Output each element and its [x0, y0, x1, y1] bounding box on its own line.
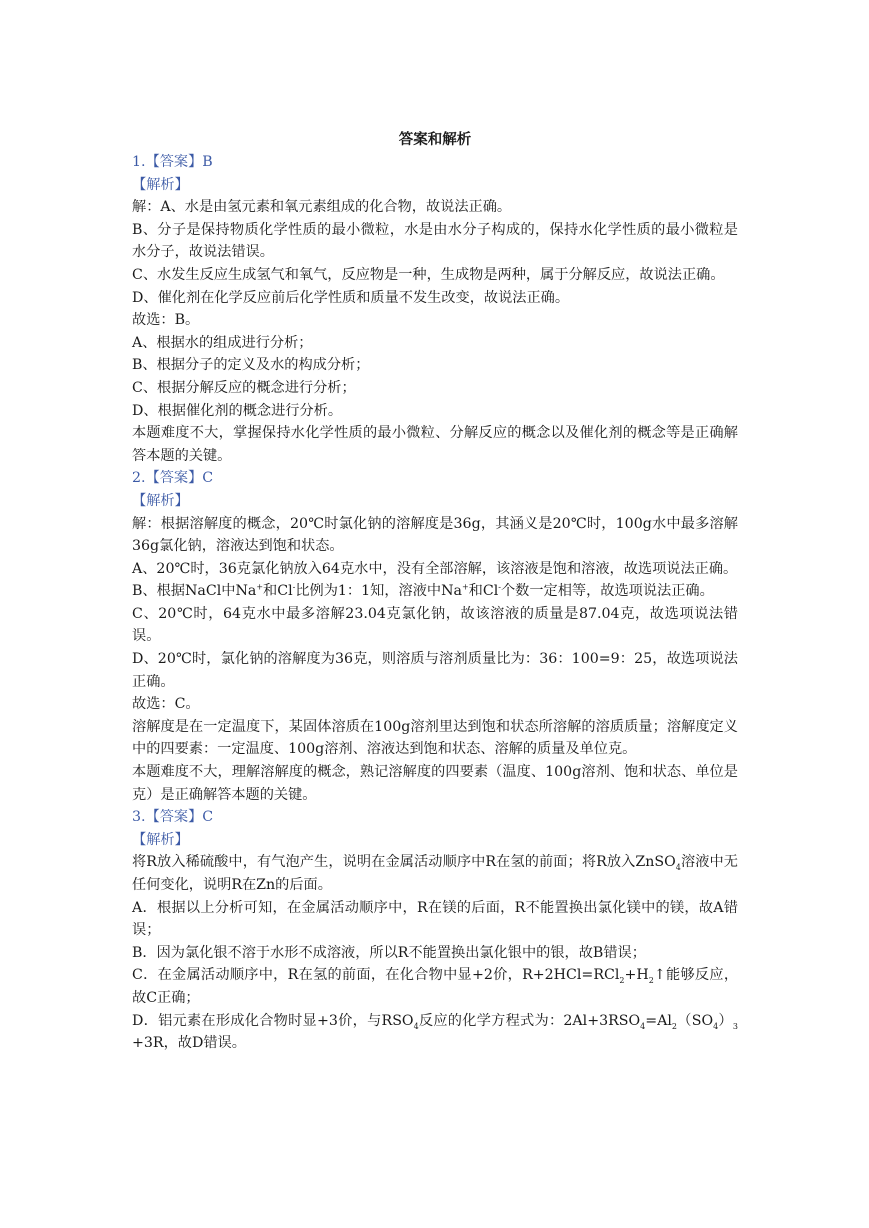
q1-line: B、分子是保持物质化学性质的最小微粒，水是由水分子构成的，保持水化学性质的最小微粒是水分子，故说法错误。: [132, 221, 738, 261]
q2-line: 故选：C。: [132, 696, 200, 713]
text-run: ↑能够反应，故C正确；: [132, 967, 739, 1006]
superscript: +: [461, 582, 469, 592]
subscript: 4: [640, 1021, 646, 1031]
superscript: +: [256, 582, 264, 592]
text-run: （SO: [677, 1012, 714, 1029]
q1-line: C、水发生反应生成氢气和氧气，反应物是一种，生成物是两种，属于分解反应，故说法正确。: [132, 266, 725, 283]
subscript: 4: [713, 1021, 719, 1031]
text-run: +3R，故D错误。: [132, 1035, 246, 1052]
q1-line: C、根据分解反应的概念进行分析；: [132, 379, 356, 396]
question-2-section: [132, 467, 738, 806]
text-run: ）: [718, 1012, 733, 1029]
text-run: +H: [624, 967, 649, 984]
q2-line-ions: [132, 580, 738, 603]
q3-line: [132, 964, 738, 1009]
q3-line: [132, 1010, 738, 1055]
q2-line: 溶解度是在一定温度下，某固体溶质在100g溶剂里达到饱和状态所溶解的溶质质量；溶解度定义中的四要素：一定温度、100g溶剂、溶液达到饱和状态、溶解的质量及单位克。: [132, 718, 738, 758]
q2-line: D、20℃时，氯化钠的溶解度为36克，则溶质与溶剂质量比为：36：100=9：25，故选项说法正确。: [132, 651, 738, 690]
subscript: 2: [671, 1021, 678, 1031]
q1-analysis-label: 【解析】: [132, 176, 189, 193]
text-run: C．在金属活动顺序中，R在氢的前面，在化合物中显+2价，R+2HCl=RCl: [132, 967, 620, 984]
q3-answer-line: 3.【答案】C: [132, 809, 214, 826]
text-run: 将R放入稀硫酸中，有气泡产生，说明在金属活动顺序中R在氢的前面；将R放入ZnSO: [132, 854, 676, 871]
text-run: B、根据NaCl中Na: [132, 583, 257, 600]
subscript: 2: [648, 976, 654, 986]
text-run: 和Cl: [263, 583, 293, 600]
text-run: 比例为1：1知，溶液中Na: [295, 583, 462, 600]
text-run: 溶液中无任何变化，说明R在Zn的后面。: [132, 854, 738, 893]
q1-answer-line: 1.【答案】B: [132, 154, 213, 170]
q3-line: A．根据以上分析可知，在金属活动顺序中，R在镁的后面，R不能置换出氯化镁中的镁，故A错误；: [132, 899, 738, 939]
superscript: -: [498, 582, 501, 592]
subscript: 3: [732, 1021, 738, 1031]
q2-analysis-label: 【解析】: [132, 492, 189, 509]
answer-document: [132, 130, 738, 1055]
q2-answer-line: 2.【答案】C: [132, 470, 214, 487]
question-3-section: [132, 806, 738, 1055]
q3-analysis-label: 【解析】: [132, 831, 189, 848]
q2-line: 解：根据溶解度的概念，20℃时氯化钠的溶解度是36g，其涵义是20℃时，100g水中最多溶解36g氯化钠，溶液达到饱和状态。: [132, 515, 738, 555]
q1-line: B、根据分子的定义及水的构成分析；: [132, 357, 370, 374]
subscript: 2: [619, 976, 625, 986]
q2-line: A、20℃时，36克氯化钠放入64克水中，没有全部溶解，该溶液是饱和溶液，故选项说法正确。: [132, 560, 738, 577]
text-run: 和Cl: [468, 583, 499, 600]
q1-line: D、催化剂在化学反应前后化学性质和质量不发生改变，故说法正确。: [132, 289, 570, 306]
subscript: 4: [413, 1021, 419, 1031]
q2-line: 本题难度不大，理解溶解度的概念，熟记溶解度的四要素（温度、100g溶剂、饱和状态、单位是克）是正确解答本题的关键。: [132, 764, 738, 803]
q2-line: C、20℃时，64克水中最多溶解23.04克氯化钠，故该溶液的质量是87.04克，故选项说法错误。: [132, 605, 738, 645]
text-run: D．铝元素在形成化合物时显+3价，与RSO: [132, 1012, 414, 1029]
q1-line: 解：A、水是由氢元素和氧元素组成的化合物，故说法正确。: [132, 199, 512, 216]
q3-line: B．因为氯化银不溶于水形不成溶液，所以R不能置换出氯化银中的银，故B错误；: [132, 944, 646, 961]
page-title: 答案和解析: [398, 132, 472, 148]
q1-line: D、根据催化剂的概念进行分析。: [132, 402, 343, 419]
text-run: 个数一定相等，故选项说法正确。: [500, 583, 714, 600]
superscript: -: [292, 582, 296, 592]
q1-line: 故选：B。: [132, 312, 200, 329]
subscript: 4: [675, 863, 681, 873]
q1-line: A、根据水的组成进行分析；: [132, 334, 313, 351]
text-run: =Al: [645, 1012, 672, 1029]
question-1-section: [132, 151, 738, 467]
text-run: 反应的化学方程式为：2Al+3RSO: [418, 1012, 641, 1029]
q3-line: [132, 851, 738, 896]
q1-line: 本题难度不大，掌握保持水化学性质的最小微粒、分解反应的概念以及催化剂的概念等是正确解答本题的关键。: [132, 425, 738, 464]
